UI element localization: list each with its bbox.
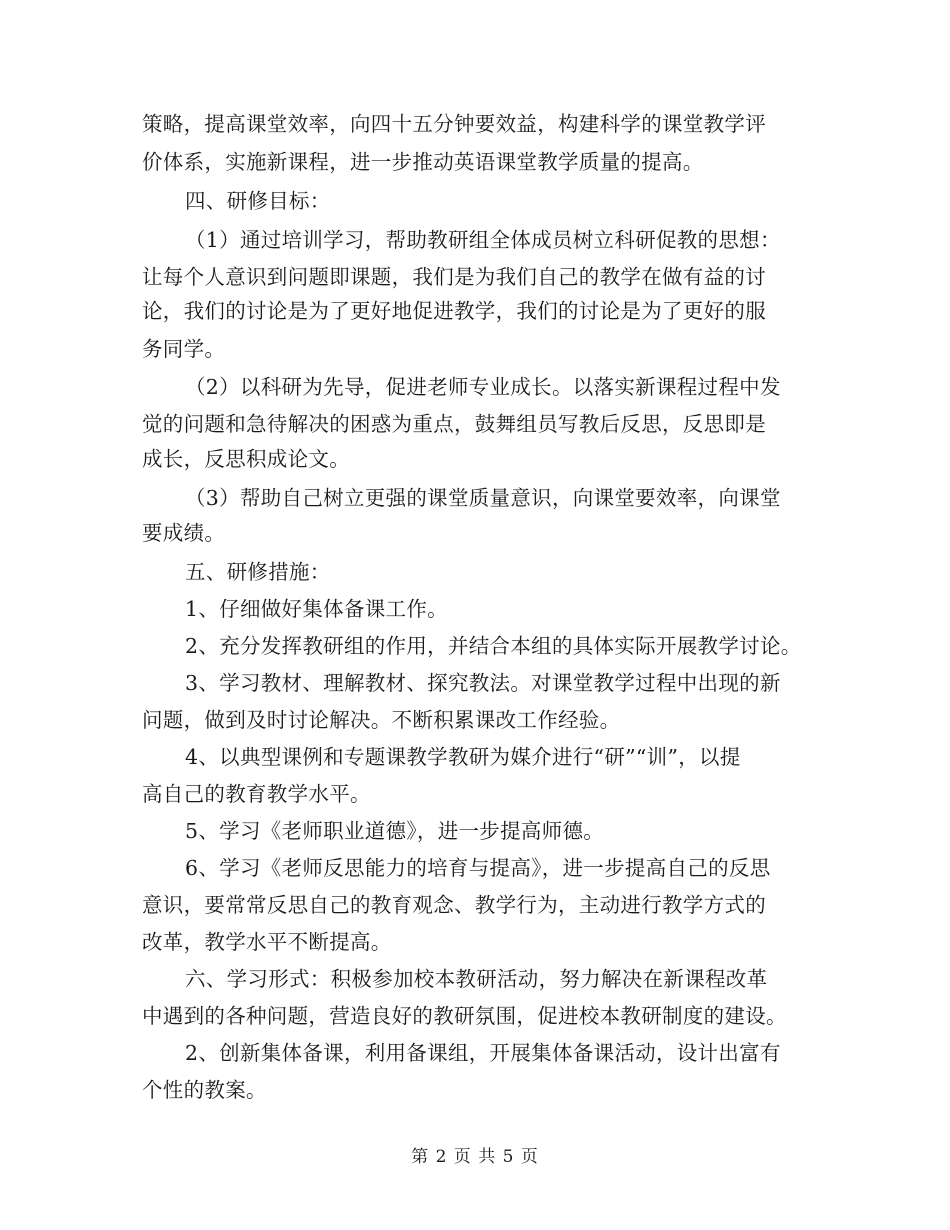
paragraph-line: 个性的教案。 — [142, 1078, 267, 1102]
paragraph-line: 意识，要常常反思自己的教育观念、教学行为，主动进行教学方式的 — [142, 893, 766, 917]
list-item: 1、仔细做好集体备课工作。 — [185, 597, 448, 621]
paragraph-line: 要成绩。 — [142, 521, 226, 545]
paragraph-line: 策略，提高课堂效率，向四十五分钟要效益，构建科学的课堂教学评 — [142, 112, 766, 136]
paragraph-line: 中遇到的各种问题，营造良好的教研氛围，促进校本教研制度的建设。 — [142, 1004, 787, 1028]
list-item: 3、学习教材、理解教材、探究教法。对课堂教学过程中出现的新 — [185, 671, 781, 695]
paragraph-line: （1）通过培训学习，帮助教研组全体成员树立科研促教的思想： — [185, 228, 781, 252]
list-item: 4、以典型课例和专题课教学教研为媒介进行“研”“训”，以提 — [185, 745, 741, 769]
section-heading: 四、研修目标： — [185, 189, 331, 213]
paragraph-line: 高自己的教育教学水平。 — [142, 782, 371, 806]
paragraph-line: 成长，反思积成论文。 — [142, 447, 350, 471]
section-heading: 五、研修措施： — [185, 560, 331, 584]
paragraph-line: （2）以科研为先导，促进老师专业成长。以落实新课程过程中发 — [185, 375, 781, 399]
list-item: 5、学习《老师职业道德》，进一步提高师德。 — [185, 819, 605, 843]
page-footer: 第 2 页 共 5 页 — [411, 1147, 539, 1167]
paragraph-line: 务同学。 — [142, 337, 226, 361]
paragraph-line: 觉的问题和急待解决的困惑为重点，鼓舞组员写教后反思，反思即是 — [142, 412, 766, 436]
paragraph-line: 价体系，实施新课程，进一步推动英语课堂教学质量的提高。 — [142, 150, 704, 174]
paragraph-line: 改革，教学水平不断提高。 — [142, 930, 392, 954]
list-item: 2、创新集体备课，利用备课组，开展集体备课活动，设计出富有 — [185, 1041, 781, 1065]
paragraph-line: 让每个人意识到问题即课题，我们是为我们自己的教学在做有益的讨 — [142, 265, 766, 289]
paragraph-line: 论，我们的讨论是为了更好地促进教学，我们的讨论是为了更好的服 — [142, 299, 766, 323]
list-item: 6、学习《老师反思能力的培育与提高》，进一步提高自己的反思 — [185, 856, 771, 880]
section-heading: 六、学习形式：积极参加校本教研活动，努力解决在新课程改革 — [185, 967, 768, 991]
paragraph-line: 问题，做到及时讨论解决。不断积累课改工作经验。 — [142, 708, 621, 732]
paragraph-line: （3）帮助自己树立更强的课堂质量意识，向课堂要效率，向课堂 — [185, 486, 781, 510]
list-item: 2、充分发挥教研组的作用，并结合本组的具体实际开展教学讨论。 — [185, 634, 802, 658]
